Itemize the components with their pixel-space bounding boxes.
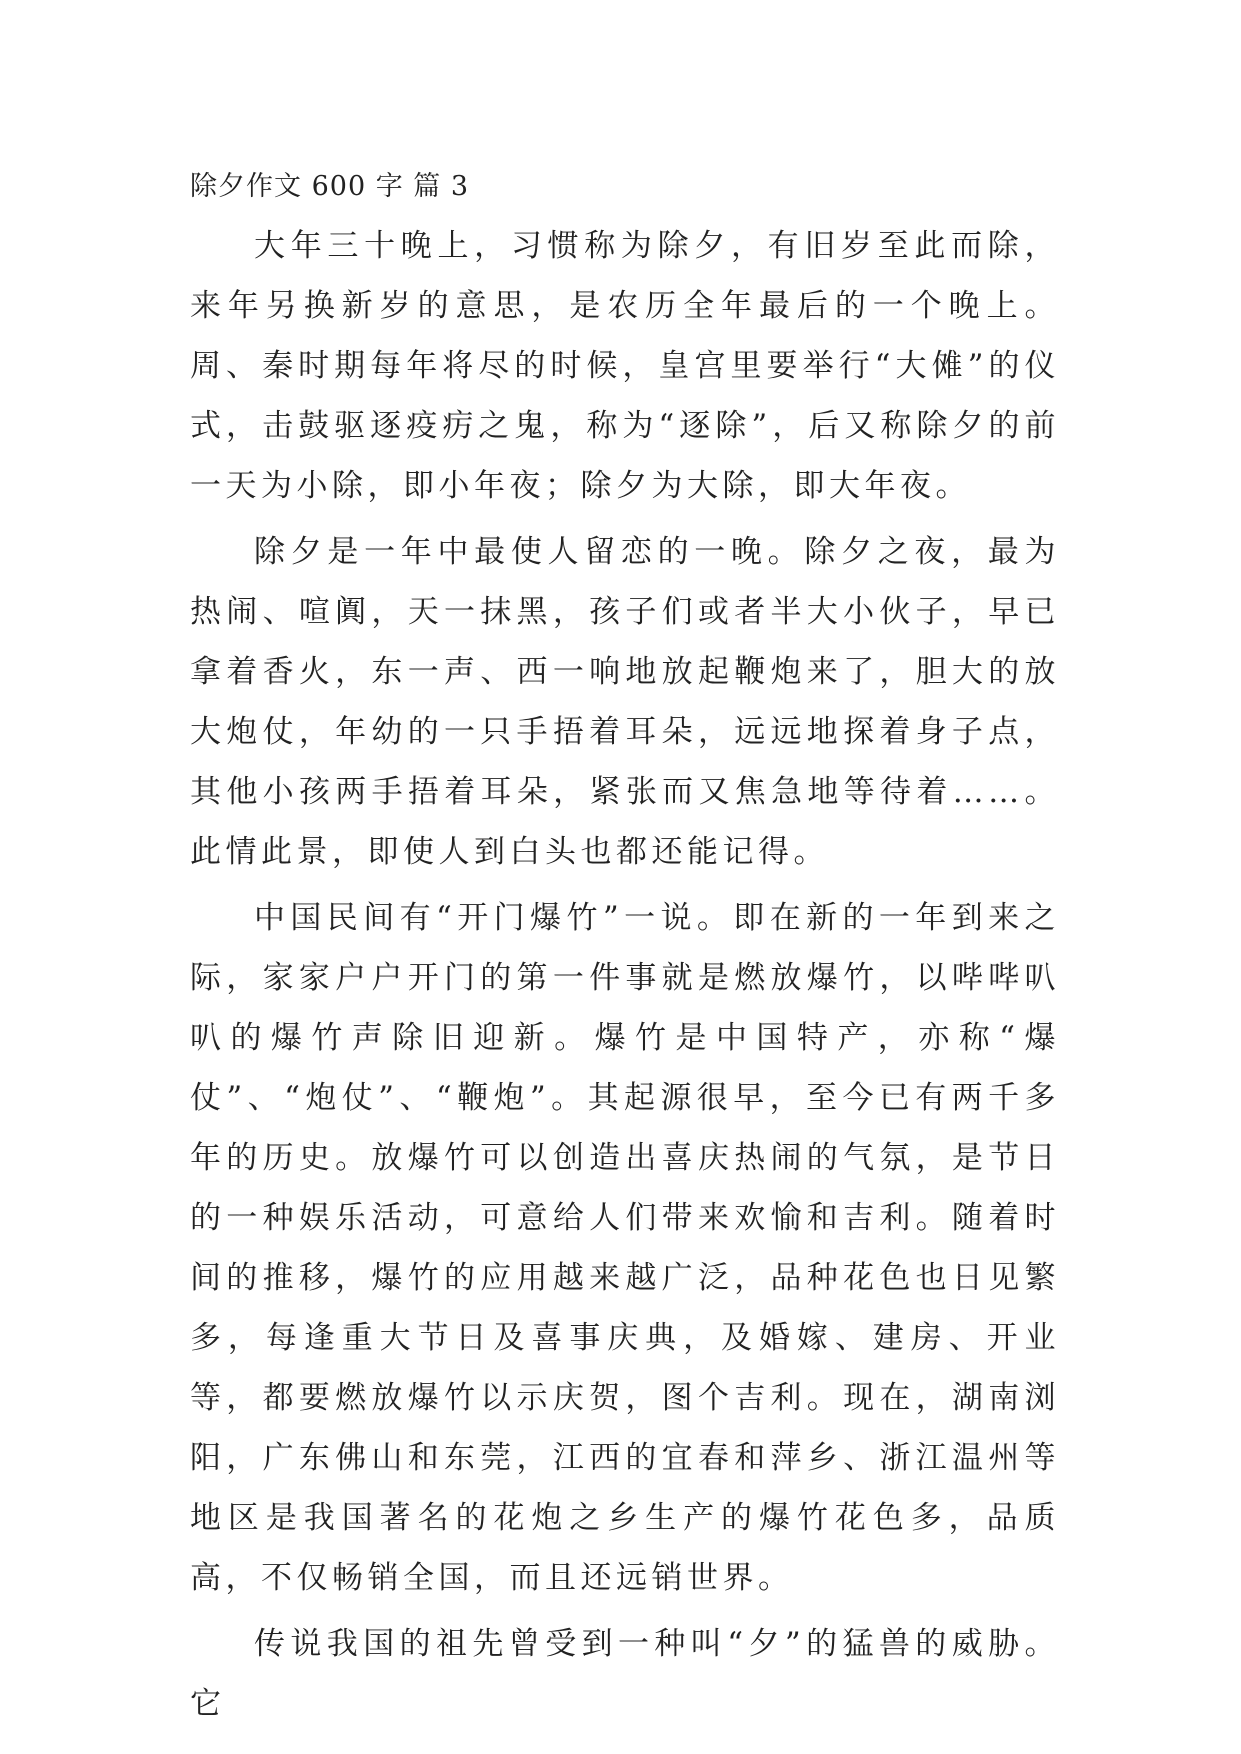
paragraph-3: 中国民间有“开门爆竹”一说。即在新的一年到来之际，家家户户开门的第一件事就是燃放爆竹，以哔哔叭叭的爆竹声除旧迎新。爆竹是中国特产，亦称“爆仗”、“炮仗”、“鞭炮”。其起源很早，至今已有两千多年的历史。放爆竹可以创造出喜庆热闹的气氛，是节日的一种娱乐活动，可意给人们带来欢愉和吉利。随着时间的推移，爆竹的应用越来越广泛，品种花色也日见繁多，每逢重大节日及喜事庆典，及婚嫁、建房、开业等，都要燃放爆竹以示庆贺，图个吉利。现在，湖南浏阳，广东佛山和东莞，江西的宜春和萍乡、浙江温州等地区是我国著名的花炮之乡生产的爆竹花色多，品质高，不仅畅销全国，而且还远销世界。 <box>190 900 1060 1596</box>
essay-title: 除夕作文 600 字 篇 3 <box>190 171 470 202</box>
document-body <box>190 166 1060 1740</box>
paragraph-2: 除夕是一年中最使人留恋的一晚。除夕之夜，最为热闹、喧阗，天一抹黑，孩子们或者半大小伙子，早已拿着香火，东一声、西一响地放起鞭炮来了，胆大的放大炮仗，年幼的一只手捂着耳朵，远远地探着身子点，其他小孩两手捂着耳朵，紧张而又焦急地等待着……。此情此景，即使人到白头也都还能记得。 <box>190 534 1060 870</box>
paragraph-4: 传说我国的祖先曾受到一种叫“夕”的猛兽的威胁。它 <box>190 1626 1060 1722</box>
paragraph-1: 大年三十晚上，习惯称为除夕，有旧岁至此而除，来年另换新岁的意思，是农历全年最后的一个晚上。周、秦时期每年将尽的时候，皇宫里要举行“大傩”的仪式，击鼓驱逐疫疠之鬼，称为“逐除”，后又称除夕的前一天为小除，即小年夜；除夕为大除，即大年夜。 <box>190 228 1060 504</box>
